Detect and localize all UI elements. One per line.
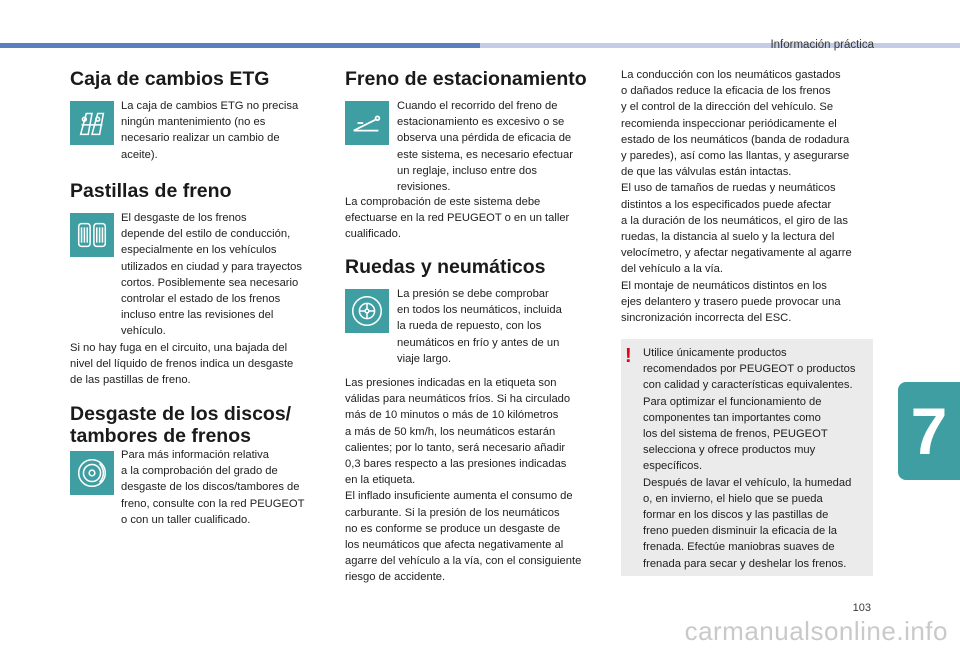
page-number: 103 [852, 602, 871, 614]
section-title: Información práctica [770, 39, 874, 51]
header-bar-light [480, 43, 960, 48]
brake-pads-text: El desgaste de los frenos depende del estilo de conducción, especialmente en los vehículos utilizados en ciudad y para trayectos cortos. Posiblemente sea necesario controlar el estado de los frenos incluso entre las revisiones del vehículo. [121, 212, 302, 338]
gearbox-heading: Caja de cambios ETG [70, 68, 270, 90]
brake-pads-heading: Pastillas de freno [70, 180, 232, 202]
tyres-extra-text: Las presiones indicadas en la etiqueta son válidas para neumáticos fríos. Si ha circulado más de 10 minutos o más de 10 kilómetros a más de 50 km/h, los neumáticos estarán calientes; por lo tanto, será necesario añadir 0,3 bares respecto a las presiones indicadas en la etiqueta. El inflado insuficiente aumenta el consumo de carburante. Si la presión de los neumáticos no es conforme se produce un desgaste de los neumáticos que afecta negativamente al agarre del vehículo a la vía, con el consiguiente riesgo de accidente. [345, 377, 582, 584]
brake-disc-icon [70, 451, 114, 495]
chapter-tab: 7 [898, 382, 960, 480]
tyres-heading: Ruedas y neumáticos [345, 256, 546, 278]
header-bar [0, 43, 480, 48]
parking-brake-text: Cuando el recorrido del freno de estacionamiento es excesivo o se observa una pérdida de eficacia de este sistema, es necesario efectuar un reglaje, incluso entre dos revisiones. [397, 100, 573, 194]
brake-pads-extra-text: Si no hay fuga en el circuito, una bajada del nivel del líquido de frenos indica un desgaste de las pastillas de freno. [70, 342, 294, 387]
tyre-icon [345, 289, 389, 333]
brake-discs-heading: Desgaste de los discos/ tambores de frenos [70, 403, 292, 447]
parking-brake-icon [345, 101, 389, 145]
watermark: carmanualsonline.info [684, 616, 948, 646]
warning-text: Utilice únicamente productos recomendados por PEUGEOT o productos con calidad y características equivalentes. Para optimizar el funcionamiento de componentes tan importantes como los del sistema de frenos, PEUGEOT selecciona y ofrece productos muy específicos. Después de lavar el vehículo, la humedad o, en invierno, el hielo que se pueda formar en los discos y las pastillas de freno pueden disminuir la eficacia de la frenada. Efectúe maniobras suaves de frenada para secar y deshelar los frenos. [643, 347, 856, 570]
tyres-text: La presión se debe comprobar en todos los neumáticos, incluida la rueda de repuesto, con los neumáticos en frío y antes de un viaje largo. [397, 288, 562, 365]
gearbox-icon [70, 101, 114, 145]
parking-brake-heading: Freno de estacionamiento [345, 68, 587, 90]
brake-pads-icon [70, 213, 114, 257]
parking-brake-extra-text: La comprobación de este sistema debe efectuarse en la red PEUGEOT o en un taller cualificado. [345, 196, 570, 241]
gearbox-text: La caja de cambios ETG no precisa ningún mantenimiento (no es necesario realizar un cambio de aceite). [121, 100, 299, 161]
warning-icon: ! [625, 345, 632, 367]
tyres-continued-text: La conducción con los neumáticos gastados o dañados reduce la eficacia de los frenos y el control de la dirección del vehículo. Se recomienda inspeccionar periódicamente el estado de los neumáticos (banda de rodadura y paredes), así como las llantas, y asegurarse de que las válvulas están intactas. El uso de tamaños de ruedas y neumáticos distintos a los especificados puede afectar a la duración de los neumáticos, el giro de las ruedas, la distancia al suelo y la lectura del velocímetro, y afectar negativamente al agarre del vehículo a la vía. El montaje de neumáticos distintos en los ejes delantero y trasero puede provocar una sincronización incorrecta del ESC. [621, 69, 852, 325]
brake-discs-text: Para más información relativa a la comprobación del grado de desgaste de los discos/tambores de freno, consulte con la red PEUGEOT o con un taller cualificado. [121, 449, 305, 526]
